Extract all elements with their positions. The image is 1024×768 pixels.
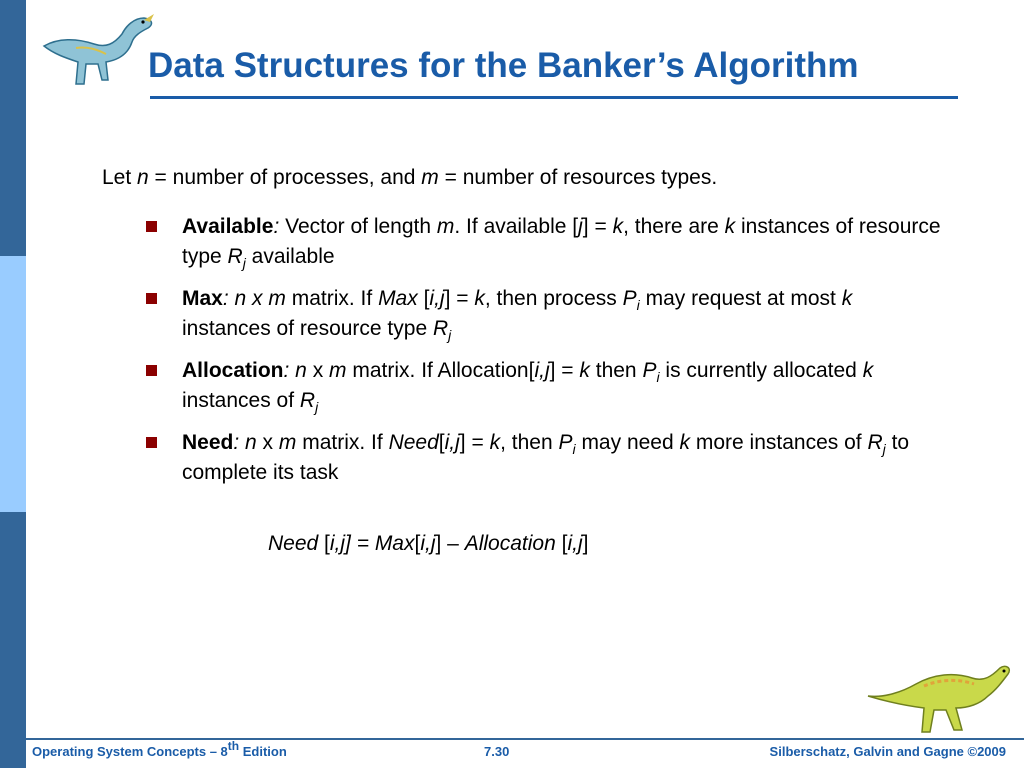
dinosaur-icon	[864, 656, 1014, 738]
definition-list	[146, 212, 946, 500]
bullet-square-icon	[146, 437, 157, 448]
footer-rule	[26, 738, 1024, 740]
footer-page-number: 7.30	[484, 744, 510, 759]
dinosaur-icon	[36, 8, 156, 96]
need-formula: Need [i,j] = Max[i,j] – Allocation [i,j]	[268, 532, 589, 555]
side-stripe-top	[0, 0, 26, 256]
term-available: Available	[182, 215, 274, 238]
term-allocation: Allocation	[182, 359, 284, 382]
bullet-square-icon	[146, 365, 157, 376]
side-stripe-middle	[0, 256, 26, 512]
term-need: Need	[182, 431, 234, 454]
bullet-square-icon	[146, 293, 157, 304]
bullet-max: Max: n x m matrix. If Max [i,j] = k, then process $P_i$ may request at most k instances of resource type $R_j$	[146, 284, 946, 344]
bullet-need: Need: n x m matrix. If Need[i,j] = k, then $P_i$ may need k more instances of $R_j$ to complete its task	[146, 428, 946, 488]
footer-book-title: Operating System Concepts – 8th Edition	[32, 739, 287, 759]
slide-title: Data Structures for the Banker’s Algorithm	[148, 46, 859, 85]
bullet-available: Available: Vector of length m. If available [j] = k, there are k instances of resource type $R_j$ available	[146, 212, 946, 272]
bullet-square-icon	[146, 221, 157, 232]
intro-text: Let n = number of processes, and m = number of resources types.	[102, 166, 718, 189]
footer-copyright: Silberschatz, Galvin and Gagne ©2009	[769, 744, 1006, 759]
side-stripe-bottom	[0, 512, 26, 768]
term-max: Max	[182, 287, 223, 310]
title-underline	[150, 96, 958, 99]
bullet-allocation: Allocation: n x m matrix. If Allocation[i,j] = k then $P_i$ is currently allocated k instances of $R_j$	[146, 356, 946, 416]
